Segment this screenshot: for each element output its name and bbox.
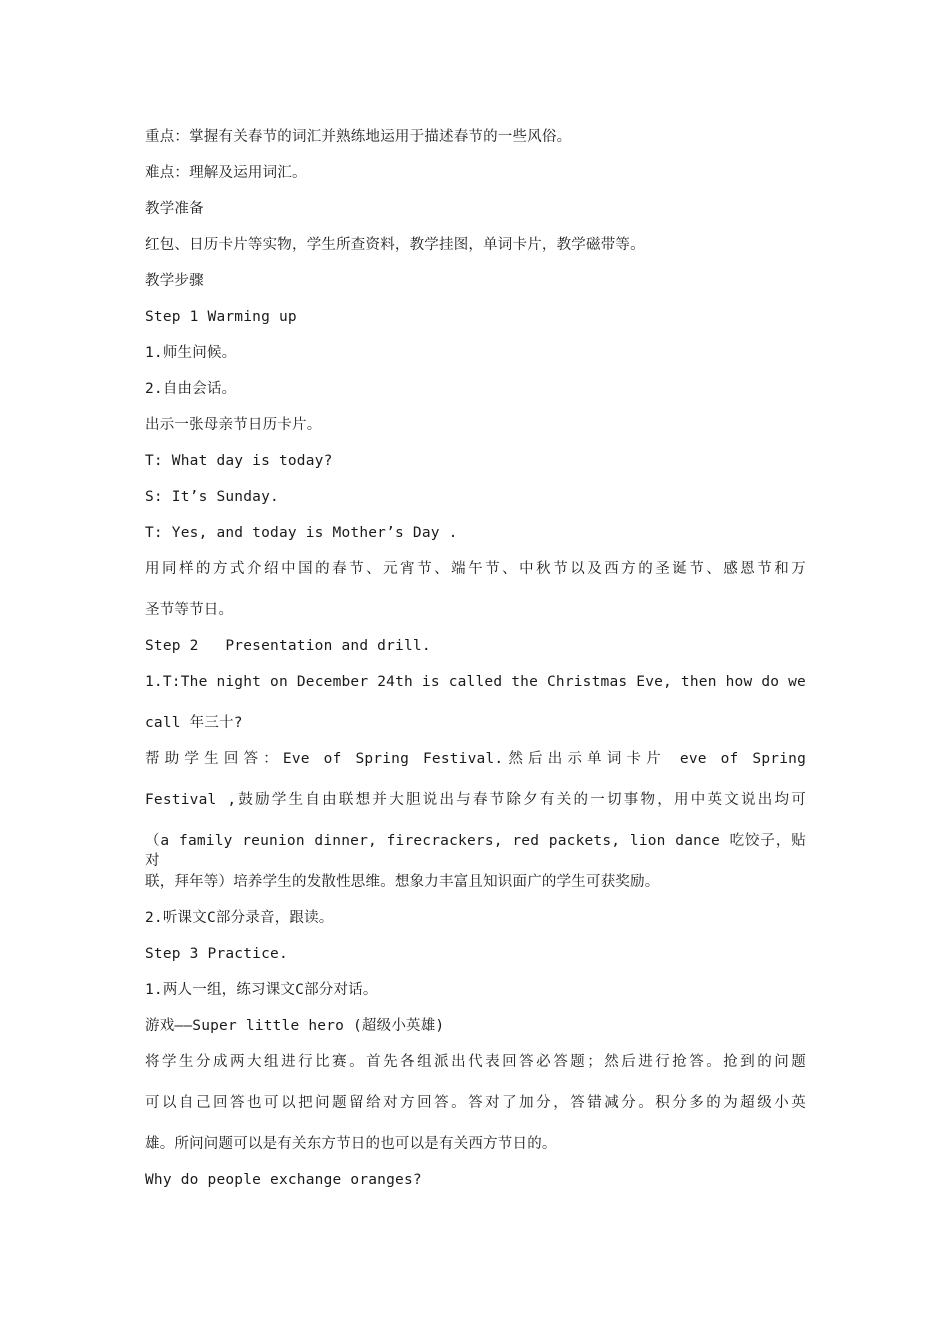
step2-para-line-1: 帮助学生回答：Eve of Spring Festival.然后出示单词卡片 eve of Spring — [145, 751, 806, 767]
preparation-heading: 教学准备 — [145, 201, 204, 217]
step1-item-1: 1.师生问候。 — [145, 345, 237, 361]
game-title: 游戏——Super little hero (超级小英雄) — [145, 1018, 445, 1034]
step2-para-line-3: （a family reunion dinner, firecrackers, red packets, lion dance 吃饺子，贴对 — [145, 833, 806, 869]
step2-para-line-2: Festival ,鼓励学生自由联想并大胆说出与春节除夕有关的一切事物，用中英文说出均可 — [145, 792, 806, 808]
game-rules-line-2: 可以自己回答也可以把问题留给对方回答。答对了加分，答错减分。积分多的为超级小英 — [145, 1095, 806, 1111]
preparation-line: 红包、日历卡片等实物，学生所查资料，教学挂图，单词卡片，教学磁带等。 — [145, 237, 645, 253]
key-points-line: 重点：掌握有关春节的词汇并熟练地运用于描述春节的一些风俗。 — [145, 129, 572, 145]
game-rules-line-3: 雄。所问问题可以是有关东方节日的也可以是有关西方节日的。 — [145, 1136, 557, 1152]
difficulty-line: 难点：理解及运用词汇。 — [145, 165, 307, 181]
step3-heading: Step 3 Practice. — [145, 946, 288, 962]
calendar-card-line: 出示一张母亲节日历卡片。 — [145, 417, 322, 433]
step1-heading: Step 1 Warming up — [145, 309, 297, 325]
step2-item-2: 2.听课文C部分录音，跟读。 — [145, 910, 334, 926]
step2-para-line-4: 联，拜年等）培养学生的发散性思维。想象力丰富且知识面广的学生可获奖励。 — [145, 874, 660, 890]
question-line: Why do people exchange oranges? — [145, 1172, 422, 1188]
festival-intro-line-1: 用同样的方式介绍中国的春节、元宵节、端午节、中秋节以及西方的圣诞节、感恩节和万 — [145, 561, 806, 577]
dialogue-line-3: T: Yes, and today is Mother’s Day . — [145, 525, 458, 541]
game-rules-line-1: 将学生分成两大组进行比赛。首先各组派出代表回答必答题；然后进行抢答。抢到的问题 — [145, 1054, 806, 1070]
dialogue-line-1: T: What day is today? — [145, 453, 333, 469]
step1-item-2: 2.自由会话。 — [145, 381, 237, 397]
steps-heading: 教学步骤 — [145, 273, 204, 289]
step2-item-1-line-1: 1.T:The night on December 24th is called the Christmas Eve, then how do we — [145, 674, 806, 690]
step3-item-1: 1.两人一组，练习课文C部分对话。 — [145, 982, 378, 998]
step2-heading: Step 2 Presentation and drill. — [145, 638, 431, 654]
dialogue-line-2: S: It’s Sunday. — [145, 489, 279, 505]
step2-item-1-line-2: call 年三十? — [145, 715, 243, 731]
festival-intro-line-2: 圣节等节日。 — [145, 602, 234, 618]
